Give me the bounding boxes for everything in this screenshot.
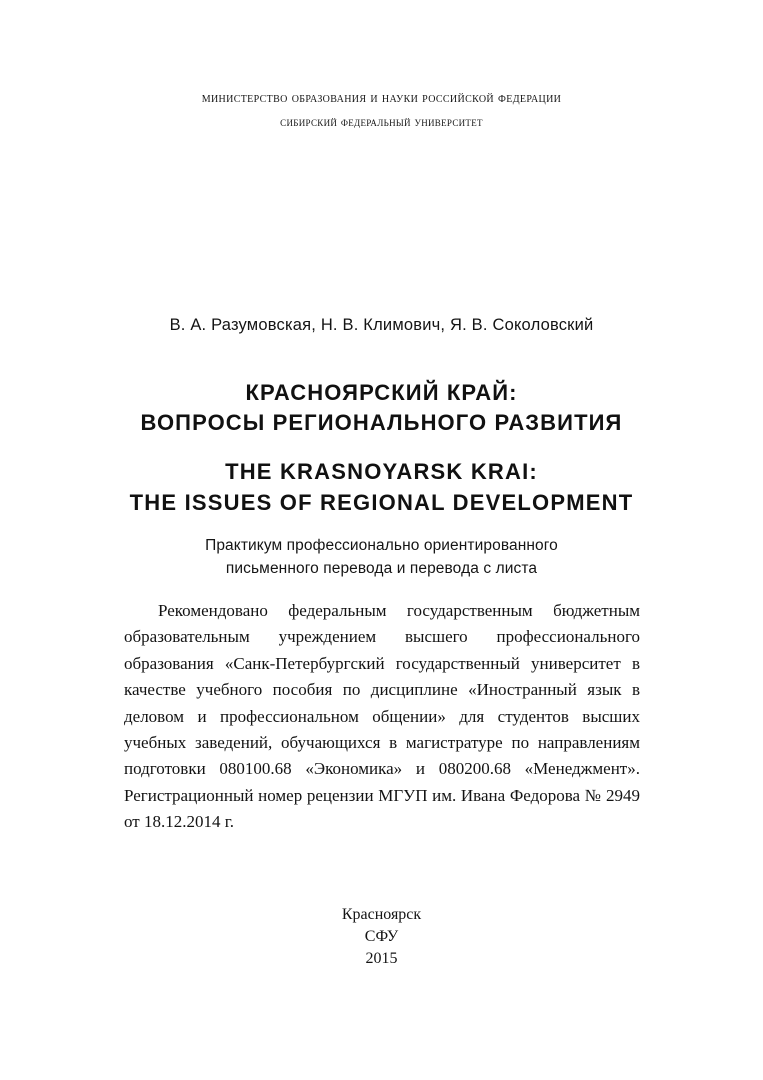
ministry-line-2: сибирский федеральный университет [280, 114, 483, 129]
ministry-header [0, 86, 763, 134]
title-english [0, 456, 763, 518]
imprint-publisher: СФУ [364, 928, 399, 945]
title-russian [0, 378, 763, 438]
authors-line: В. А. Разумовская, Н. В. Климович, Я. В. Соколовский [169, 316, 594, 334]
imprint-year: 2015 [365, 950, 398, 967]
approval-paragraph [124, 598, 640, 836]
title-english-line-2: THE ISSUES OF REGIONAL DEVELOPMENT [129, 490, 634, 515]
title-russian-line-1: КРАСНОЯРСКИЙ КРАЙ: [245, 380, 518, 405]
subtitle-line-1: Практикум профессионально ориентированного [205, 537, 558, 554]
subtitle-line-2: письменного перевода и перевода с листа [225, 560, 538, 577]
imprint-city: Красноярск [341, 906, 422, 923]
subtitle [0, 534, 763, 580]
title-english-line-1: THE KRASNOYARSK KRAI: [225, 459, 538, 484]
approval-text: Рекомендовано федеральным государственным бюджетным образовательным учреждением высшего профессионального образования «Санк-Петербургский государственный университет в качестве учебного пособия по дисциплине «Иностранный язык в деловом и профессиональном общении» для студентов высших учебных заведений, обучающихся в магистратуре по направлениям подготовки 080100.68 «Экономика» и 080200.68 «Менеджмент». Регистрационный номер рецензии МГУП им. Ивана Федорова № 2949 от 18.12.2014 г. [124, 601, 640, 832]
ministry-line-1: министерство образования и науки российской федерации [201, 90, 562, 106]
imprint-block [0, 904, 763, 970]
title-russian-line-2: ВОПРОСЫ РЕГИОНАЛЬНОГО РАЗВИТИЯ [140, 410, 623, 435]
